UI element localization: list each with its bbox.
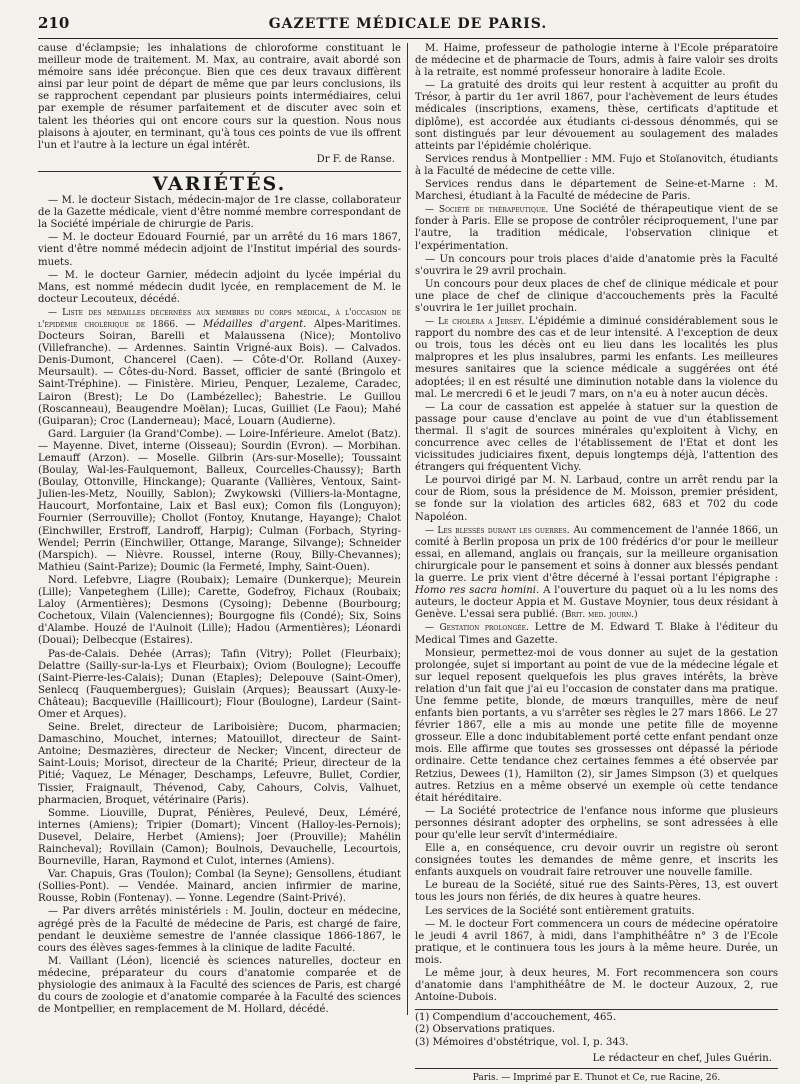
article-paragraph: — Un concours pour trois places d'aide d'anatomie près la Faculté s'ouvrira le 29 avril prochain. <box>415 253 778 277</box>
left-column <box>38 43 408 1015</box>
page-header <box>38 14 778 39</box>
article-paragraph: M. Vaillant (Léon), licencié ès sciences naturelles, docteur en médecine, préparateur du cours d'anatomie comparée et de physiologie des animaux à la Faculté des sciences de Paris, est chargé du cours de zoologie et d'anatomie comparée à la Faculté des sciences de Montpellier, en remplacement de M. Hollard, décédé. <box>38 955 401 1016</box>
article-paragraph: Monsieur, permettez-moi de vous donner au sujet de la gestation prolongée, sujet si important au point de vue de la médecine légale et sur lequel reposent quelquefois les plus graves intérêts, la brève relation d'un fait que j'ai eu l'occasion de constater dans ma pratique. Une femme petite, blonde, de mœurs tranquilles, mère de neuf enfants bien portants, a vu s'arrêter ses règles le 27 mars 1866. Le 27 février 1867, elle a mis au monde une petite fille de moyenne grosseur. Elle a donc indubitablement porté cette enfant pendant onze mois. Elle affirme que toutes ses grossesses ont dépassé la période ordinaire. Cette tendance chez certaines femmes a été observée par Retzius, Dewees (1), Hamilton (2), sir James Simpson (3) et quelques autres. Retzius en a même observé un exemple où cette tendance était héréditaire. <box>415 647 778 804</box>
article-paragraph: Nord. Lefebvre, Liagre (Roubaix); Lemaire (Dunkerque); Meurein (Lille); Vanpeteghem (Lille); Carette, Godefroy, Fichaux (Roubaix; Laloy (Armentières); Desmons (Cysoing); Debenne (Bourbourg; Cochetoux, Vilain (Valenciennes); Bourgogne fils (Condé); Six, Soins d'Alambe. Houzé de l'Aulnoit (Lille); Hadou (Armentières); Léonardi (Douai); Delbecque (Estaires). <box>38 574 401 647</box>
article-paragraph <box>415 316 778 401</box>
article-paragraph: — M. le docteur Edouard Fournié, par un arrêté du 16 mars 1867, vient d'être nommé médecin adjoint de l'Institut impérial des sourds-muets. <box>38 232 401 268</box>
article-paragraph: Elle a, en conséquence, cru devoir ouvrir un registre où seront consignées toutes les demandes de même genre, et inscrits les enfants auxquels on voudrait faire retrouver une nouvelle famille. <box>415 843 778 879</box>
right-column <box>408 43 779 1083</box>
article-paragraph: Le même jour, à deux heures, M. Fort recommencera son cours d'anatomie dans l'amphithéâtre de M. le docteur Auzoux, 2, rue Antoine-Dubois. <box>415 968 778 1004</box>
article-paragraph <box>415 525 778 622</box>
item-text: Lettre de M. Edward T. Blake à l'éditeur du Medical Times and Gazette. <box>415 622 778 646</box>
footnotes <box>415 1009 778 1048</box>
item-caption: — Gestation prolongée. <box>425 623 529 634</box>
article-paragraph: Le pourvoi dirigé par M. N. Larbaud, contre un arrêt rendu par la cour de Riom, sous la présidence de M. Moisson, premier président, se fonde sur la violation des articles 682, 683 et 702 du code Napoléon. <box>415 475 778 523</box>
medals-text: Alpes-Maritimes. Docteurs Soiran, Barelli et Malaussena (Nice); Montolivo (Villefranche). — Ardennes. Saintin Vrigné-aux Bois). — Calvados. Denis-Dumont, Chancerel (Caen). — Côte-d'Or. Rolland (Auxey-Meursault). — Côtes-du-Nord. Basset, officier de santé (Bringolo et Saint-Tréphine). — Finistère. Mirieu, Penquer, Lezaleme, Caradec, Lairon (Brest); Le Do (Lambézellec); Bahestrie. Le Guillou (Roscanneau), Beaugendre Moëlan); Lucas, Guilliet (Le Faou); Mahé (Guiparan); Croc (Landerneau); Macé, Louarn (Audierne). <box>38 318 401 427</box>
item-text: Une Société de thérapeutique vient de se fonder à Paris. Elle se propose de contrôler réciproquement, l'une par l'autre, la tradition médicale, l'observation clinique et l'expérimentation. <box>415 204 778 252</box>
medals-paragraph: — Liste des médailles décernées aux membres du corps médical, à l'occasion de l'épidémie cholérique de 1866. — Médailles d'argent. Alpes-Maritimes. Docteurs Soiran, Barelli et Malaussena (Nice); Montolivo (Villefranche). — Ardennes. Saintin Vrigné-aux Bois). — Calvados. Denis-Dumont, Chancerel (Caen). — Côte-d'Or. Rolland (Auxey-Meursault). — Côtes-du-Nord. Basset, officier de santé (Bringolo et Saint-Tréphine). — Finistère. Mirieu, Penquer, Lezaleme, Caradec, Lairon (Brest); Le Do (Lambézellec); Bahestrie. Le Guillou (Roscanneau), Beaugendre Moëlan); Lucas, Guilliet (Le Faou); Mahé (Guiparan); Croc (Landerneau); Macé, Louarn (Audierne). <box>38 307 401 427</box>
item-caption: — Le choléra a Jersey. <box>425 317 525 328</box>
article-paragraph: M. Haime, professeur de pathologie interne à l'Ecole préparatoire de médecine et de pharmacie de Tours, admis à faire valoir ses droits à la retraite, est nommé professeur honoraire à ladite Ecole. <box>415 43 778 79</box>
article-paragraph: Services rendus dans le département de Seine-et-Marne : M. Marchesi, étudiant à la Faculté de médecine de Paris. <box>415 179 778 203</box>
article-paragraph: Seine. Brelet, directeur de Lariboisière; Ducom, pharmacien; Damaschino, Mouchet, internes; Matouillot, directeur de Saint-Antoine; Desmazières, directeur de Necker; Vincent, directeur de Saint-Louis; Morisot, directeur de la Charité; Prieur, directeur de la Pitié; Vaquez, Le Ménager, Deschamps, Lefeuvre, Bullet, Cordier, Tissier, Fraignault, Thévenod, Caby, Cahours, Colvis, Valhuet, pharmacien, Broquet, vétérinaire (Paris). <box>38 722 401 806</box>
medals-caption: — Liste des médailles décernées aux membres du corps médical, à l'occasion de l'épidémie cholérique de 1866. <box>38 307 401 330</box>
article-paragraph: — M. le docteur Garnier, médecin adjoint du lycée impérial du Mans, est nommé médecin dudit lycée, en remplacement de M. le docteur Lecouteux, décédé. <box>38 269 401 305</box>
article-paragraph: — La Société protectrice de l'enfance nous informe que plusieurs personnes désirant adopter des orphelins, se sont adressées à elle pour qu'elle leur servît d'intermédiaire. <box>415 805 778 841</box>
intro-paragraph: cause d'éclampsie; les inhalations de chloroforme constituant le meilleur mode de traitement. M. Max, au contraire, avait abordé son mémoire sans idée préconçue. Bien que ces deux travaux diffèrent ainsi par leur point de départ de même que par leurs conclusions, ils se rapprochent cependant par plusieurs points intermédiaires, celui par exemple de résumer parfaitement et de discuter avec soin et talent les théories qui ont encore cours sur la question. Nous nous plaisons à ajouter, en terminant, qu'à tous ces points de vue ils offrent l'un et l'autre à la lecture un égal intérêt. <box>38 43 401 151</box>
article-paragraph: Services rendus à Montpellier : MM. Fujo et Stoïanovitch, étudiants à la Faculté de médecine de cette ville. <box>415 153 778 177</box>
article-paragraph <box>415 204 778 252</box>
page-number: 210 <box>38 14 70 32</box>
footnote: (3) Mémoires d'obstétrique, vol. I, p. 343. <box>415 1036 629 1048</box>
article-paragraph: — M. le docteur Fort commencera un cours de médecine opératoire le jeudi 4 avril 1867, à midi, dans l'amphithéâtre n° 3 de l'Ecole pratique, et le continuera tous les jours à la même heure. Durée, un mois. <box>415 918 778 966</box>
editor-signature: Le rédacteur en chef, Jules Guérin. <box>592 1052 772 1064</box>
signature: Dr F. de Ranse. <box>316 153 395 165</box>
article-paragraph: Le bureau de la Société, situé rue des Saints-Pères, 13, est ouvert tous les jours non fériés, de dix heures à quatre heures. <box>415 880 778 904</box>
medals-subtitle: Médailles d'argent. <box>202 318 307 330</box>
item-text: Au commencement de l'année 1866, un comité à Berlin proposa un prix de 100 frédérics d'or pour le meilleur essai, en allemand, anglais ou français, sur la meilleure organisation chirurgicale pour le pansement et soins à donner aux blessés pendant la guerre. Le prix vient d'être décerné à l'essai portant l'épigraphe : <box>415 524 778 585</box>
divider <box>38 171 401 172</box>
item-caption: — Société de thérapeutique. <box>425 205 549 216</box>
article-paragraph: Un concours pour deux places de chef de clinique médicale et pour une place de chef de clinique d'accouchements près la Faculté s'ouvrira le 1er juillet prochain. <box>415 278 778 314</box>
source-citation: (Brit. med. journ.) <box>561 610 638 621</box>
article-paragraph: Pas-de-Calais. Dehée (Arras); Tafin (Vitry); Pollet (Fleurbaix); Delattre (Sailly-sur-la-Lys et Fleurbaix); Oviom (Boulogne); Lecouffe (Saint-Pierre-les-Calais); Dunan (Etaples); Delepouve (Saint-Omer), Senlecq (Fauquembergues); Guislain (Arques); Beaussart (Auxy-le-Château); Bacqueville (Haillicourt); Flour (Boulogne), Lardeur (Saint-Omer et Arques). <box>38 648 401 720</box>
section-title: VARIÉTÉS. <box>152 172 287 195</box>
article-paragraph: Gard. Larguier (la Grand'Combe). — Loire-Inférieure. Amelot (Batz). — Mayenne. Divet, interne (Oisseau); Sourdin (Evron). — Morbihan. Lemauff (Arzon). — Moselle. Gilbrin (Ars-sur-Moselle); Toussaint (Boulay, Wal-les-Faulquemont, Balleux, Courcelles-Chaussy); Barth (Boulay, Ottonville, Hinckange); Quarante (Vallières, Ventoux, Saint-Julien-les-Metz, Nouilly, Sablon); Zwykowski (Villiers-la-Montagne, Haucourt, Morfontaine, Laix et Basl eux); Comon fils (Longuyon); Fournier (Serrouville); Chollot (Fontoy, Knutange, Hayange); Chalot (Einchwiller, Erstroff, Landroff, Harpig); Culman (Forbach, Styring-Wendel; Perrin (Einchwiller, Ottange, Marange, Silvange); Schneider (Marspich). — Nièvre. Roussel, interne (Rouy, Billy-Chevannes); Mathieu (Saint-Parize); Doumic (la Fermeté, Imphy, Saint-Ouen). <box>38 428 401 573</box>
article-paragraph: — M. le docteur Sistach, médecin-major de 1re classe, collaborateur de la Gazette médicale, vient d'être nommé membre correspondant de la Société impériale de chirurgie de Paris. <box>38 195 401 231</box>
article-paragraph: — La cour de cassation est appelée à statuer sur la question de passage pour cause d'enclave au point de vue d'un établissement thermal. Il s'agit de sources minérales qu'exploitent à Vichy, en concurrence avec celles de l'établissement de l'Etat et dont les vicissitudes judiciaires fixent, depuis longtemps déjà, l'attention des étrangers qui fréquentent Vichy. <box>415 401 778 474</box>
footnote: (1) Compendium d'accouchement, 465. <box>415 1012 617 1024</box>
item-text: L'épidémie a diminué considérablement sous le rapport du nombre des cas et de leur intensité. A l'exception de deux ou trois, tous les décès ont eu lieu dans les localités les plus malpropres et les plus insalubres, parmi les enfants. Les meilleures mesures sanitaires que la science médicale a suggérées ont été adoptées; il en est résulté une diminution notable dans la violence du mal. Le mercredi 6 et le jeudi 7 mars, on n'a eu à noter aucun décès. <box>415 316 778 400</box>
item-text: A l'ouverture du paquet où a lu les noms des auteurs, le docteur Appia et M. Gustave Moynier, tous deux résidant à Genève. L'essai sera publié. <box>415 585 779 621</box>
printer-line: Paris. — Imprimé par E. Thunot et Ce, rue Racine, 26. <box>415 1068 778 1084</box>
article-paragraph: — La gratuité des droits qui leur restent à acquitter au profit du Trésor, à partir du 1er avril 1867, pour l'achèvement de leurs études médicales (inscriptions, examens, thèse, certificats d'aptitude et diplôme), est accordée aux étudiants ci-dessous dénommés, qui se sont distingués par leur dévouement au soulagement des malades atteints par l'épidémie cholérique. <box>415 80 778 152</box>
article-paragraph: Somme. Liouville, Duprat, Pénières, Peulevé, Deux, Léméré, internes (Amiens); Tripier (Domart); Vincent (Halloy-les-Pernois); Dusevel, Delaire, Herbet (Amiens); Joer (Prouville); Mahélin Raincheval); Rovillain (Camon); Boulnois, Devauchelle, Lecourtois, Bourneville, Haran, Raymond et Culot, internes (Amiens). <box>38 807 401 868</box>
article-paragraph: Var. Chapuis, Gras (Toulon); Combal (la Seyne); Gensollens, étudiant (Sollies-Pont). — Vendée. Mainard, ancien infirmier de marine, Rousse, Robin (Fontenay). — Yonne. Legendre (Saint-Privé). <box>38 869 401 905</box>
article-paragraph: Les services de la Société sont entièrement gratuits. <box>425 905 695 917</box>
footnote: (2) Observations pratiques. <box>415 1024 556 1036</box>
article-paragraph: — Par divers arrêtés ministériels : M. Joulin, docteur en médecine, agrégé près de la Faculté de médecine de Paris, est chargé de faire, pendant le deuxième semestre de l'année classique 1866-1867, le cours des élèves sages-femmes à la clinique de ladite Faculté. <box>38 906 401 954</box>
article-paragraph <box>415 622 778 646</box>
journal-title: GAZETTE MÉDICALE DE PARIS. <box>268 16 548 32</box>
item-caption: — Les blessés durant les guerres. <box>425 525 570 536</box>
epigraph: Homo res sacra homini. <box>415 585 540 597</box>
